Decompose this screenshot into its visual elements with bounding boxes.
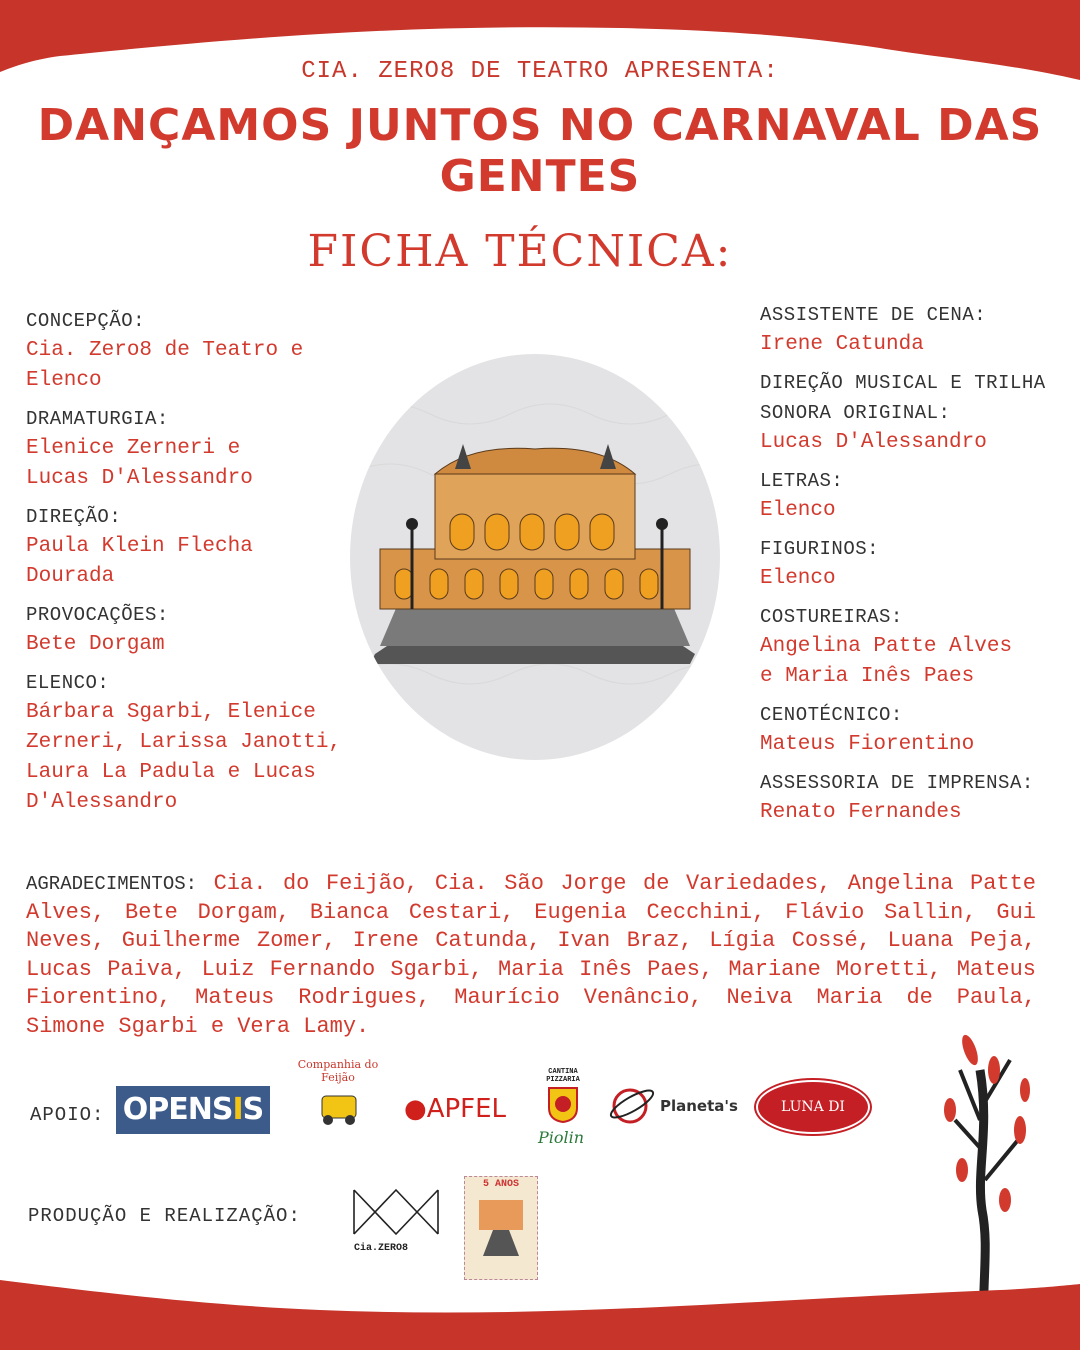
credit-value: Mateus Fiorentino [760,733,975,756]
piolin-name: Piolin [538,1128,585,1147]
credit-label: DIREÇÃO: [26,506,122,528]
credit-label: ELENCO: [26,672,110,694]
credit-provocacoes [26,600,366,660]
support-label: APOIO: [30,1104,105,1126]
planetas-name: Planeta's [660,1097,738,1115]
credit-label: ASSISTENTE DE CENA: [760,304,987,326]
credit-value: Elenco [760,567,836,590]
clown-shield-icon [543,1084,583,1124]
credit-assistente [760,300,1070,360]
bottom-decorative-band [0,1260,1080,1350]
credit-label: DRAMATURGIA: [26,408,169,430]
credit-dramaturgia [26,404,366,494]
credit-label: CENOTÉCNICO: [760,704,903,726]
credit-value: Angelina Patte Alves e Maria Inês Paes [760,635,1013,688]
credit-label: FIGURINOS: [760,538,880,560]
show-title: DANÇAMOS JUNTOS NO CARNAVAL DAS GENTES [37,100,1043,202]
five-years-text: 5 ANOS [482,1179,519,1190]
credit-assessoria [760,768,1070,828]
luna-di-capri-logo: LUNA DI CAPRI [756,1080,870,1134]
opensis-logo-part: S [211,1092,233,1127]
apfel-logo: ●APFEL [404,1094,507,1124]
opensis-logo [116,1086,270,1134]
zero8-logo-text: Cia.ZERO8 [354,1243,409,1254]
planetas-logo-mark [606,1078,658,1135]
apfel-name: APFEL [426,1094,507,1124]
feijao-name: Companhia do Feijão [297,1058,379,1084]
credit-label: CONCEPÇÃO: [26,310,146,332]
credit-value: Elenco [760,499,836,522]
opensis-logo-part: OPEN [122,1092,212,1127]
stamp-illustration-icon [471,1190,531,1260]
credit-direcao [26,502,366,592]
theatre-building-icon [350,354,720,760]
credit-costureiras [760,602,1070,692]
acknowledgements-label: AGRADECIMENTOS: [26,873,198,895]
credit-value: Renato Fernandes [760,801,962,824]
credit-value: Bete Dorgam [26,633,165,656]
credit-cenotecnico [760,700,1070,760]
acknowledgements-text: Cia. do Feijão, Cia. São Jorge de Variedades, Angelina Patte Alves, Bete Dorgam, Bianca Cestari, Eugenia Cecchini, Flávio Sallin, Gui Neves, Guilherme Zomer, Irene Catunda, Ivan Braz, Lígia Cossé, Luana Peja, Lucas Paiva, Luiz Fernando Sgarbi, Maria Inês Paes, Mariane Moretti, Mateus Fiorentino, Mateus Rodrigues, Maurício Venâncio, Neiva Maria de Paula, Simone Sgarbi e Vera Lamy. [26,871,1037,1039]
zero8-logo [352,1186,442,1247]
cantina-text: CANTINA PIZZARIA [546,1068,580,1084]
opensis-logo-part: I [232,1092,243,1127]
credit-figurinos [760,534,1070,594]
credit-letras [760,466,1070,526]
credit-label: DIREÇÃO MUSICAL E TRILHA SONORA ORIGINAL: [760,372,1046,424]
acknowledgements [26,870,1036,1041]
credit-value: Irene Catunda [760,333,924,356]
credit-label: COSTUREIRAS: [760,606,903,628]
ficha-tecnica-title: FICHA TÉCNICA: [307,226,733,277]
presents-line: CIA. ZERO8 DE TEATRO APRESENTA: [301,58,779,85]
credit-value: Lucas D'Alessandro [760,431,987,454]
companhia-do-feijao-logo [288,1058,388,1138]
credits-right-column [760,300,1070,836]
credit-value: Elenice Zerneri e Lucas D'Alessandro [26,437,253,490]
credit-value: Paula Klein Flecha Dourada [26,535,253,588]
credit-direcao-musical [760,368,1070,458]
credits-left-column [26,306,366,826]
credit-value: Bárbara Sgarbi, Elenice Zerneri, Larissa Janotti, Laura La Padula e Lucas D'Alessandro [26,701,342,814]
zero8-mark-icon [352,1186,442,1242]
credit-label: LETRAS: [760,470,844,492]
credit-label: PROVOCAÇÕES: [26,604,169,626]
opensis-logo-part: S [242,1092,264,1127]
cantina-piolin-logo [540,1068,586,1129]
credit-value: Cia. Zero8 de Teatro e Elenco [26,339,304,392]
theatre-illustration [350,354,720,760]
credit-label: ASSESSORIA DE IMPRENSA: [760,772,1034,794]
credit-elenco [26,668,366,818]
production-label: PRODUÇÃO E REALIZAÇÃO: [28,1205,301,1227]
credit-concepcao [26,306,366,396]
planet-icon [606,1078,658,1130]
